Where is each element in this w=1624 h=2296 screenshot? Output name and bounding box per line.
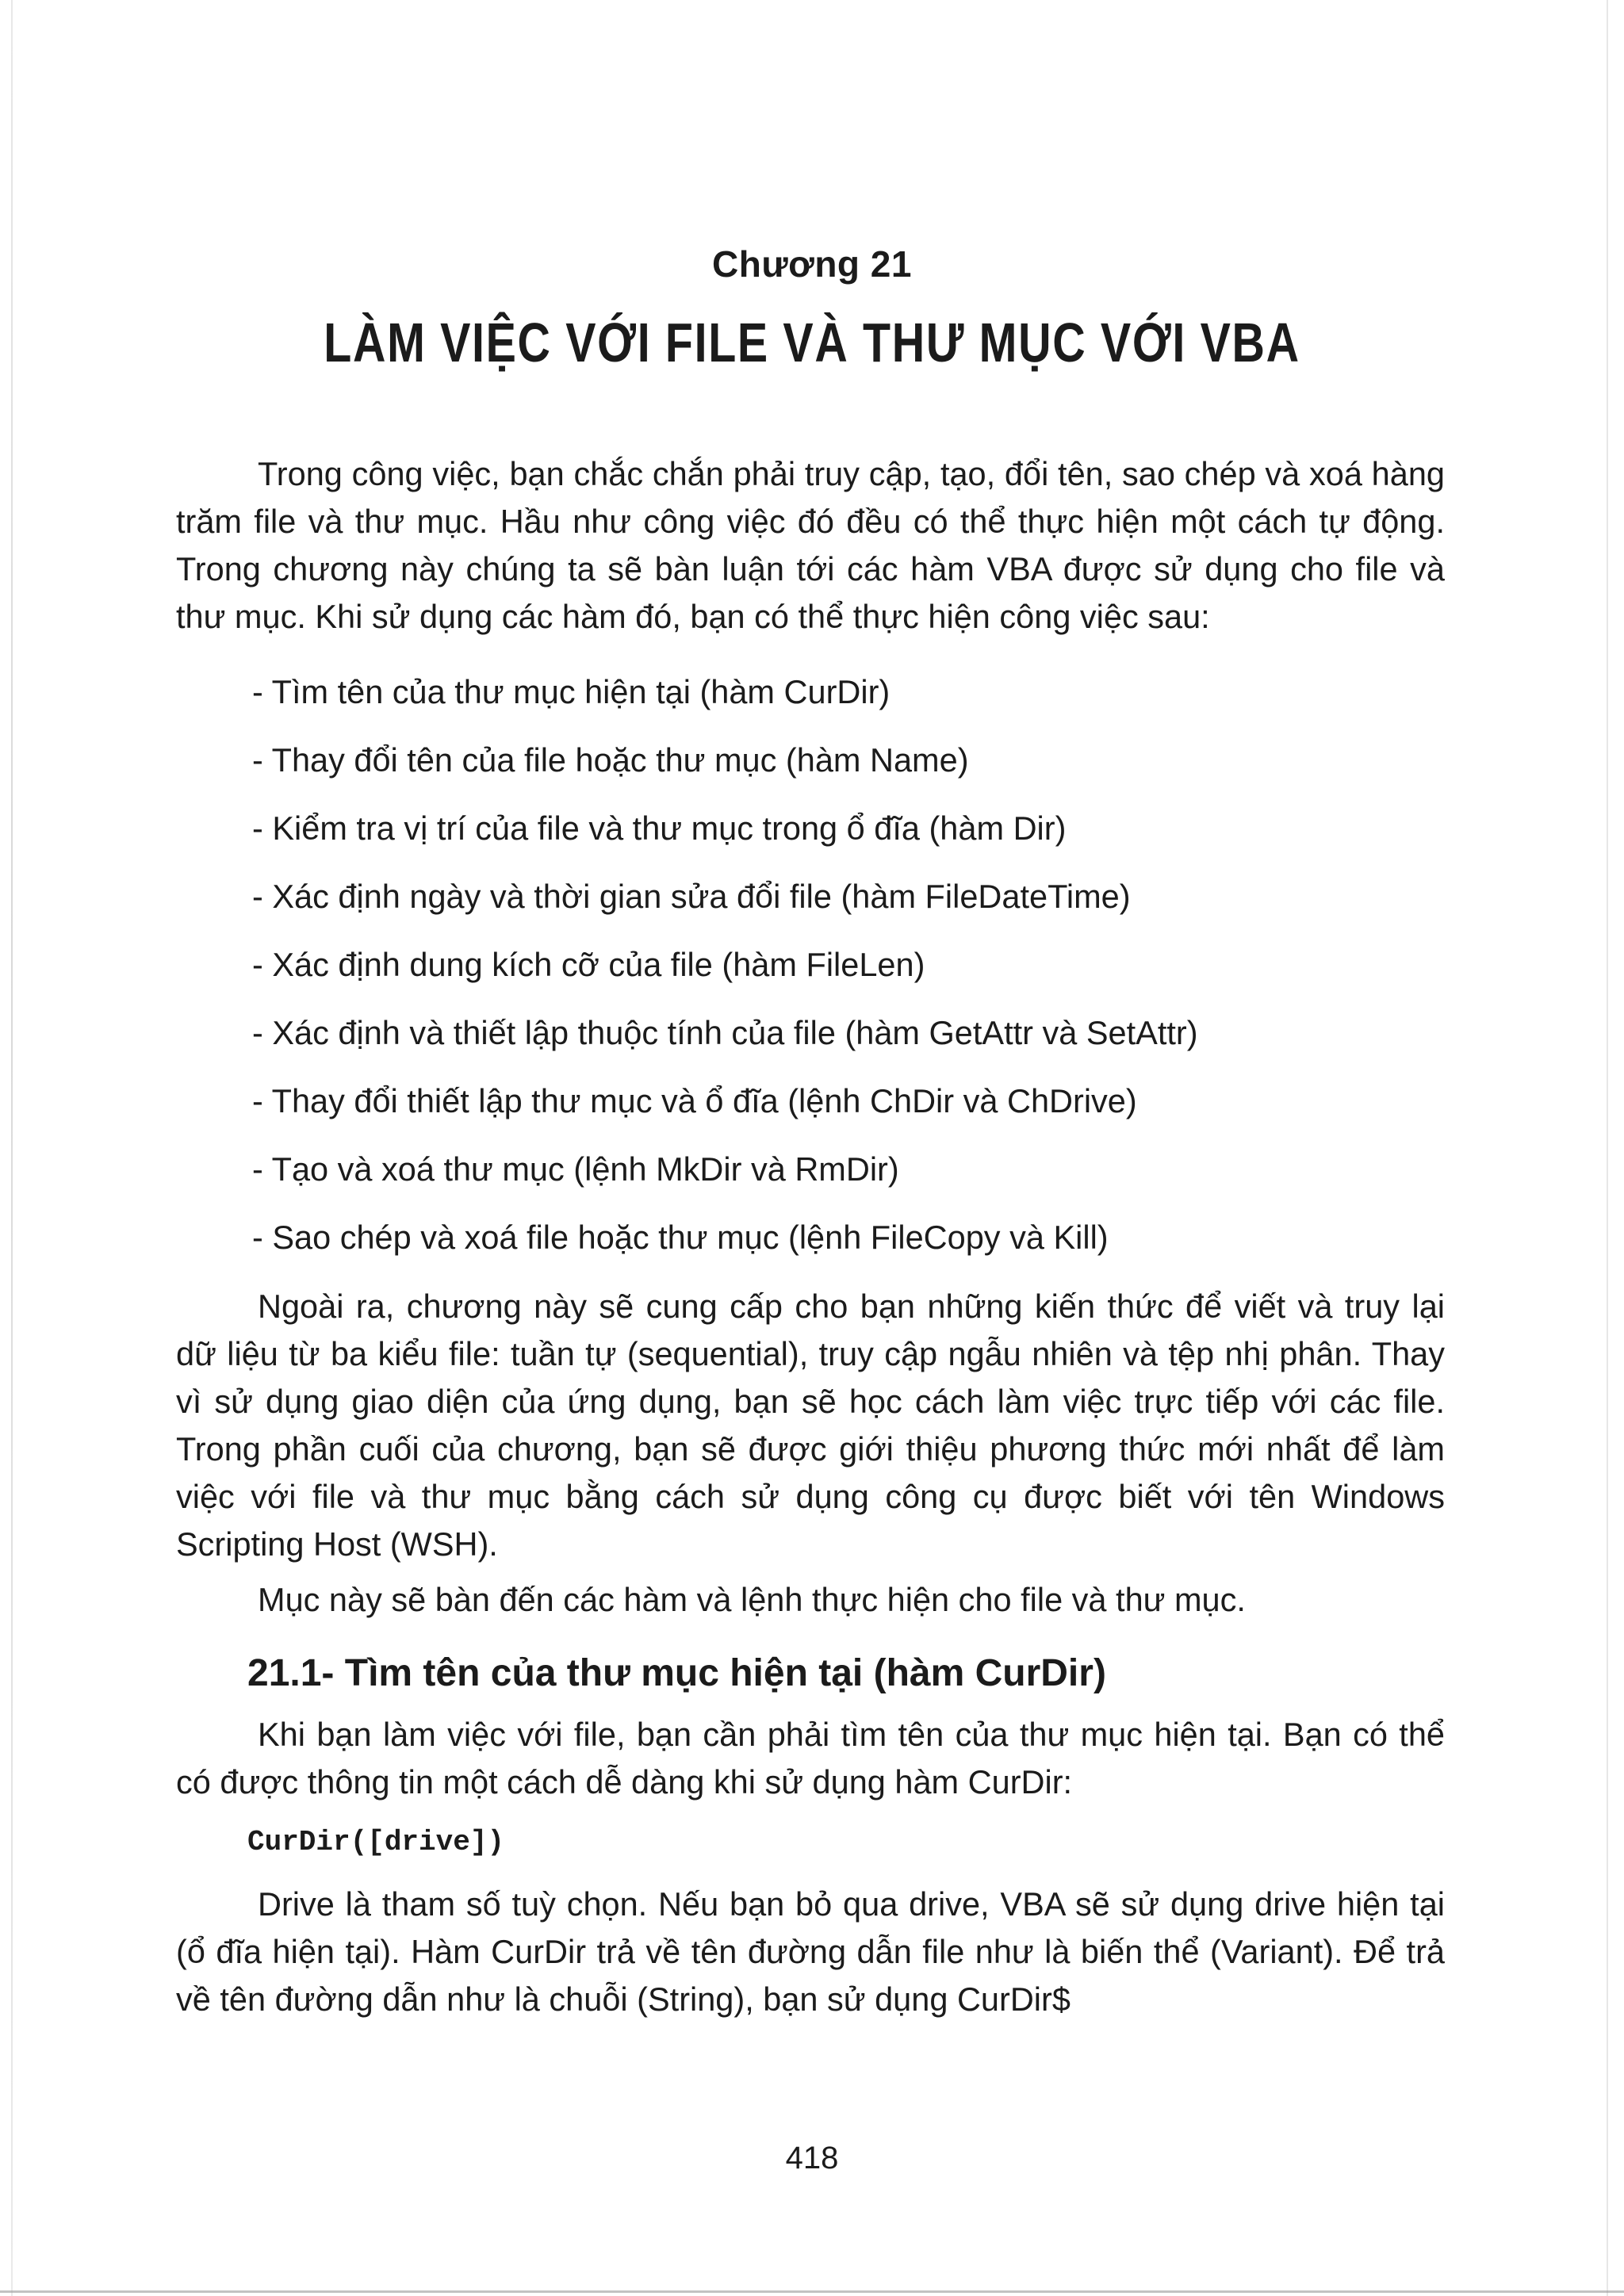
section-paragraph: Khi bạn làm việc với file, bạn cần phải tìm tên của thư mục hiện tại. Bạn có thể có được thông tin một cách dễ dàng khi sử dụng hàm CurDir: xyxy=(176,1716,1445,1800)
task-list-item: - Xác định ngày và thời gian sửa đổi file (hàm FileDateTime) xyxy=(252,878,1131,915)
chapter-title: LÀM VIỆC VỚI FILE VÀ THƯ MỤC VỚI VBA xyxy=(324,312,1300,373)
task-list-item: - Kiểm tra vị trí của file và thư mục trong ổ đĩa (hàm Dir) xyxy=(252,809,1067,847)
task-list-item: - Xác định và thiết lập thuộc tính của file (hàm GetAttr và SetAttr) xyxy=(252,1014,1198,1051)
scan-edge-right xyxy=(1607,0,1608,2296)
scan-edge-bottom xyxy=(0,2290,1624,2293)
task-list-item: - Sao chép và xoá file hoặc thư mục (lệnh FileCopy và Kill) xyxy=(252,1219,1109,1256)
section-paragraph: Drive là tham số tuỳ chọn. Nếu bạn bỏ qua drive, VBA sẽ sử dụng drive hiện tại (ổ đĩa hiện tại). Hàm CurDir trả về tên đường dẫn file như là biến thể (Variant). Để trả về tên đường dẫn như là chuỗi (String), bạn sử dụng CurDir$ xyxy=(176,1885,1445,2018)
intro-paragraph: Trong công việc, bạn chắc chắn phải truy cập, tạo, đổi tên, sao chép và xoá hàng trăm file và thư mục. Hầu như công việc đó đều có thể thực hiện một cách tự động. Trong chương này chúng ta sẽ bàn luận tới các hàm VBA được sử dụng cho file và thư mục. Khi sử dụng các hàm đó, bạn có thể thực hiện công việc sau: xyxy=(176,455,1445,635)
section-heading: 21.1- Tìm tên của thư mục hiện tại (hàm CurDir) xyxy=(247,1652,1106,1694)
chapter-label: Chương 21 xyxy=(712,243,912,285)
task-list xyxy=(176,658,1445,1272)
scan-edge-left xyxy=(11,0,13,2296)
page-number: 418 xyxy=(785,2141,839,2175)
page-body xyxy=(176,450,1445,2023)
body-paragraph: Mục này sẽ bàn đến các hàm và lệnh thực hiện cho file và thư mục. xyxy=(258,1581,1246,1618)
body-paragraph: Ngoài ra, chương này sẽ cung cấp cho bạn những kiến thức để viết và truy lại dữ liệu từ ba kiểu file: tuần tự (sequential), truy cập ngẫu nhiên và tệp nhị phân. Thay vì sử dụng giao diện của ứng dụng, bạn sẽ học cách làm việc trực tiếp với các file. Trong phần cuối của chương, bạn sẽ được giới thiệu phương thức mới nhất để làm việc với file và thư mục bằng cách sử dụng công cụ được biết với tên Windows Scripting Host (WSH). xyxy=(176,1288,1445,1563)
task-list-item: - Thay đổi thiết lập thư mục và ổ đĩa (lệnh ChDir và ChDrive) xyxy=(252,1082,1137,1119)
code-syntax: CurDir([drive]) xyxy=(247,1826,505,1858)
task-list-item: - Xác định dung kích cỡ của file (hàm FileLen) xyxy=(252,946,925,983)
task-list-item: - Thay đổi tên của file hoặc thư mục (hàm Name) xyxy=(252,741,969,779)
task-list-item: - Tìm tên của thư mục hiện tại (hàm CurDir) xyxy=(252,673,891,710)
task-list-item: - Tạo và xoá thư mục (lệnh MkDir và RmDir) xyxy=(252,1150,899,1188)
